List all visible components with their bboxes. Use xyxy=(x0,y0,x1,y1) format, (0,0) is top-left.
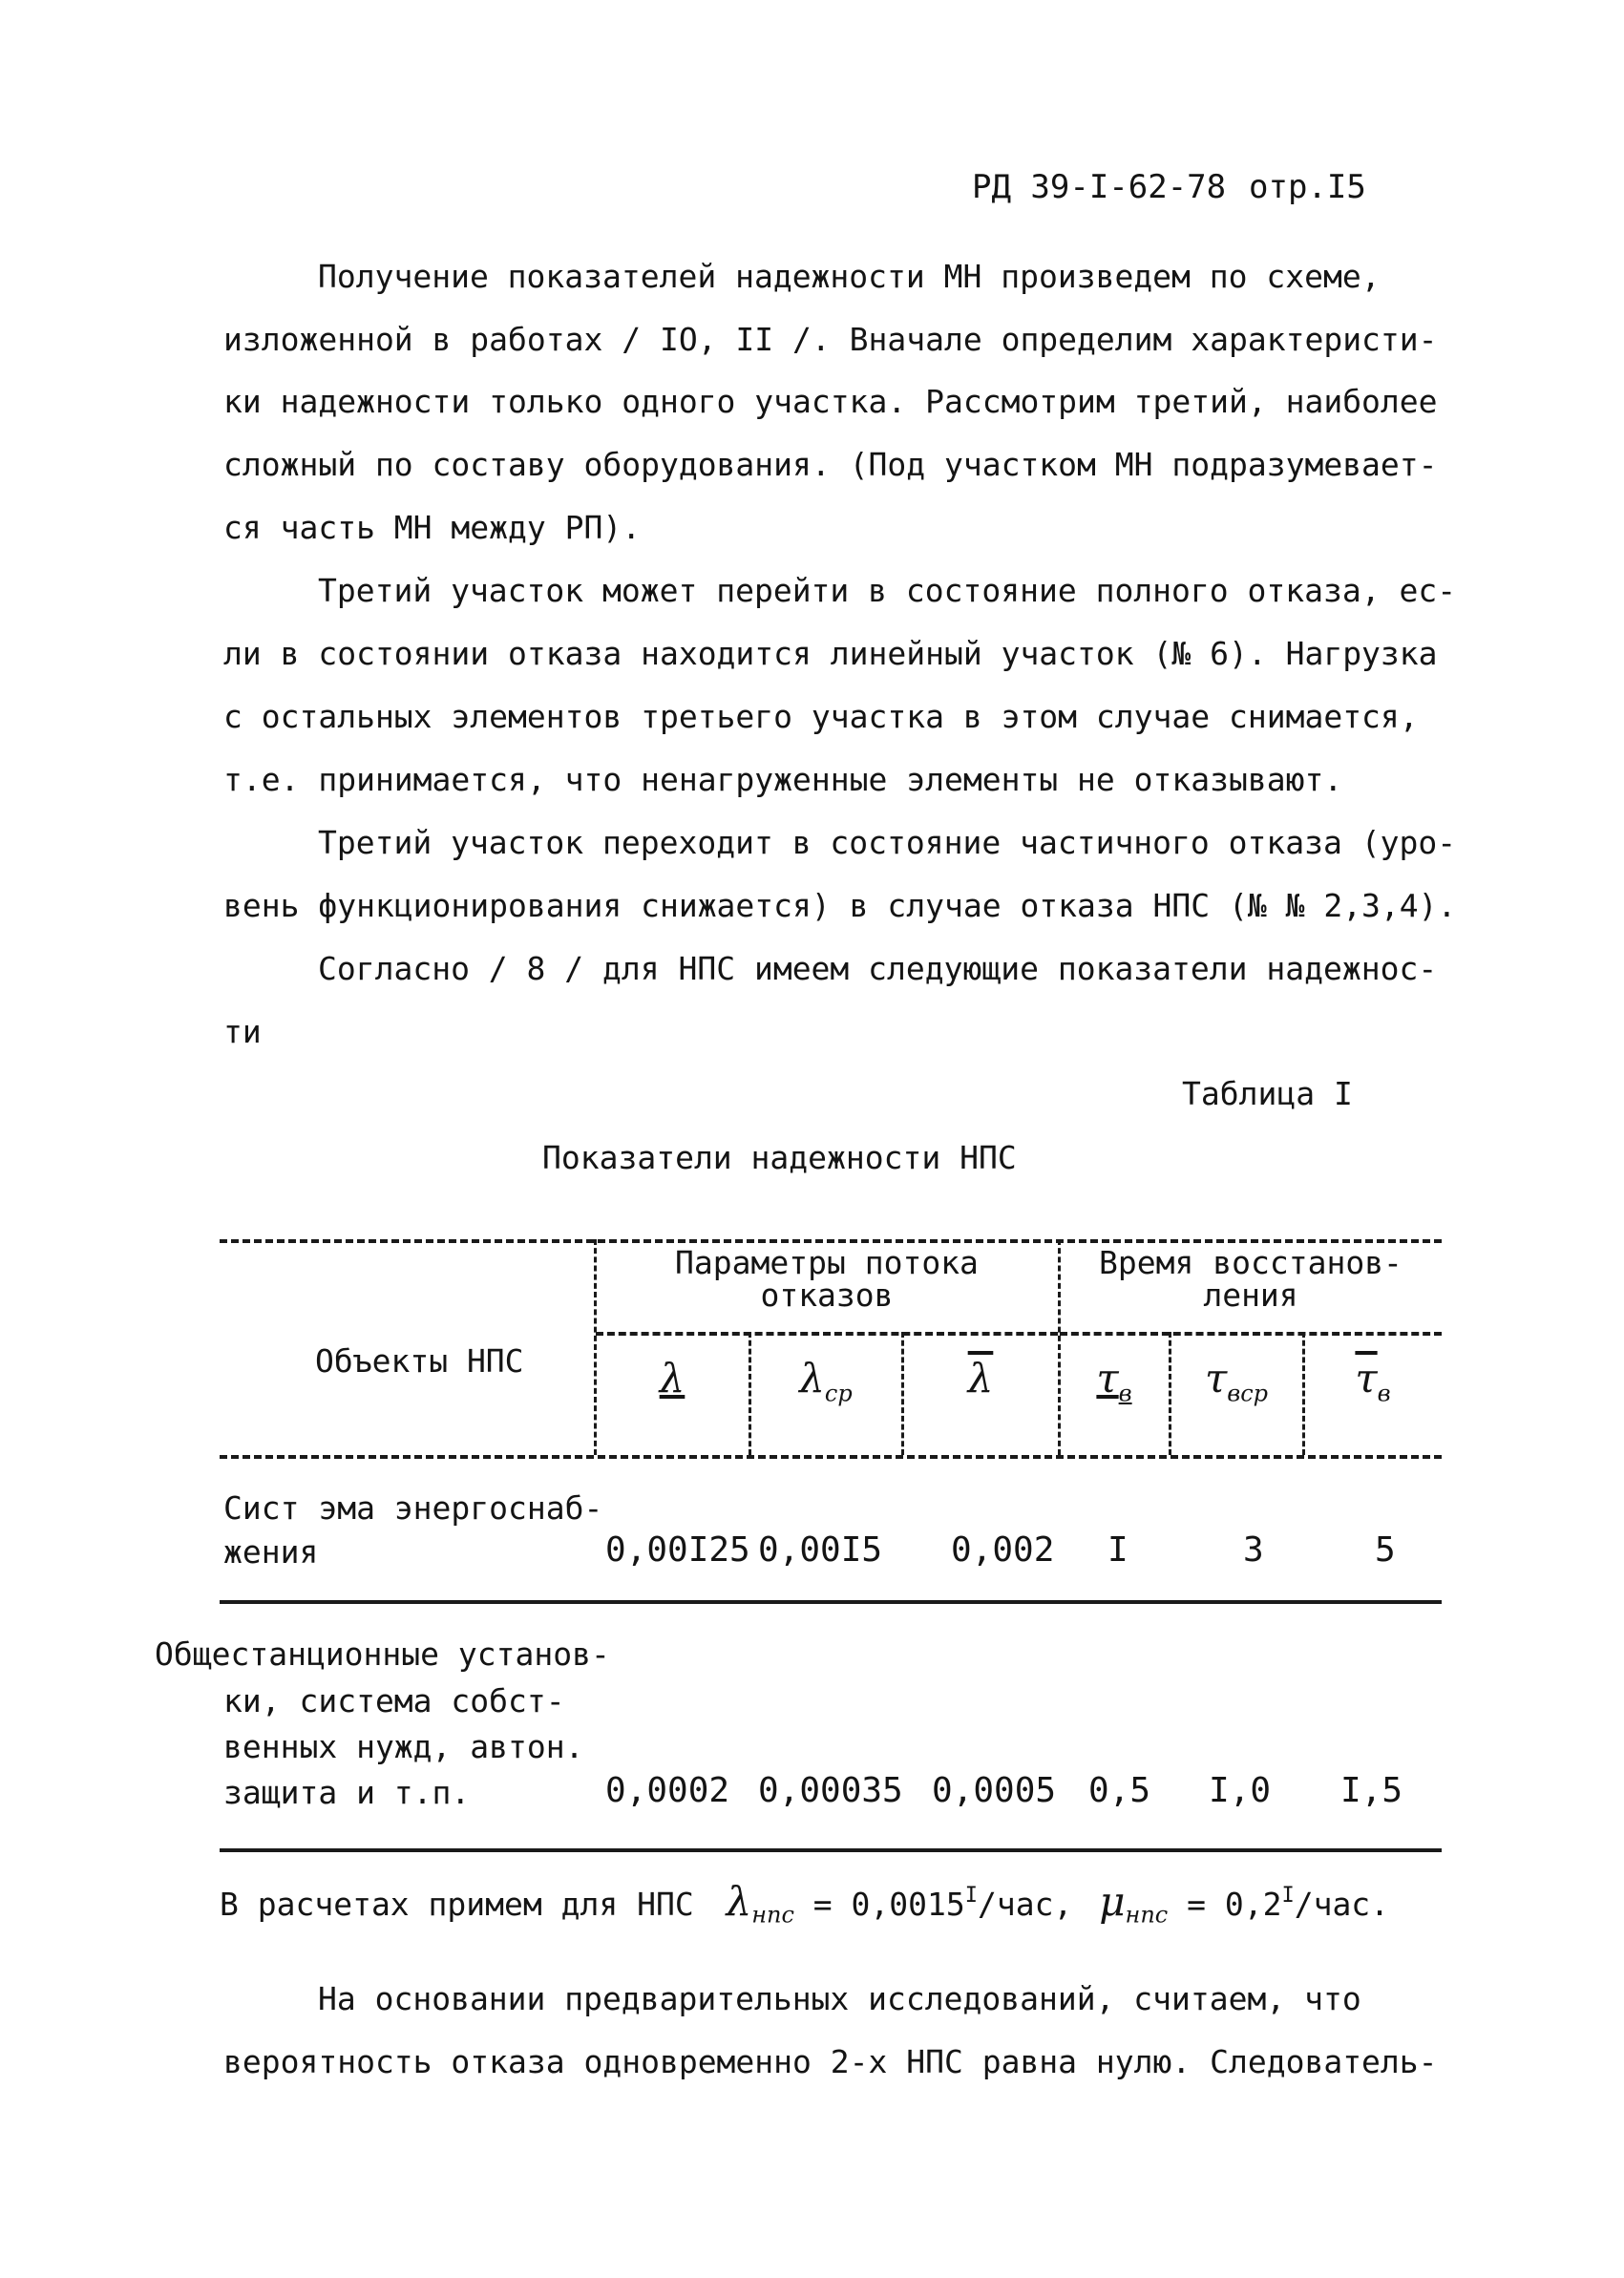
body-line: Третий участок может перейти в состояние полного отказа, ес- xyxy=(318,572,1457,609)
tau-symbol: τ xyxy=(1096,1355,1119,1402)
col-group-restore-time: ления xyxy=(1203,1276,1298,1314)
header-mid-rule-right xyxy=(1060,1332,1442,1336)
header-mid-rule-left xyxy=(596,1332,1058,1336)
body-line: вень функционирования снижается) в случае отказа НПС (№ № 2,3,4). xyxy=(223,887,1457,924)
formula-unit: /час, xyxy=(978,1886,1073,1923)
table-cell: 0,0005 xyxy=(932,1771,1057,1810)
lambda-subscript: нпс xyxy=(751,1901,794,1929)
doc-code: РД 39-I-62-78 xyxy=(972,168,1227,206)
formula-value: = 0,2 xyxy=(1187,1886,1282,1923)
col-lambda-avg xyxy=(750,1355,901,1412)
col-group-restore-time: Время восстанов- xyxy=(1099,1244,1403,1281)
table-caption: Таблица I xyxy=(1182,1075,1353,1112)
col-header-objects: Объекты НПС xyxy=(315,1342,524,1380)
table-cell: 0,00035 xyxy=(758,1771,903,1810)
body-line: с остальных элементов третьего участка в этом случае снимается, xyxy=(223,698,1419,735)
body-line: ки надежности только одного участка. Рассмотрим третий, наиболее xyxy=(223,383,1438,420)
header-bottom-rule xyxy=(220,1455,1442,1459)
formula-unit: /час. xyxy=(1294,1886,1390,1923)
table-cell: 0,00I25 xyxy=(605,1530,750,1570)
row-name: венных нужд, автон. xyxy=(223,1728,584,1765)
formula-prefix: В расчетах примем для НПС xyxy=(220,1886,694,1923)
tau-subscript: в xyxy=(1118,1380,1132,1407)
table-bottom-rule xyxy=(220,1848,1442,1852)
page-number: отр.I5 xyxy=(1249,168,1366,206)
lambda-subscript: ср xyxy=(824,1380,853,1407)
body-line: На основании предварительных исследований, считаем, что xyxy=(318,1980,1361,2017)
row-name: Общестанционные установ- xyxy=(155,1635,610,1673)
table-cell: 0,00I5 xyxy=(758,1530,883,1570)
body-line: ся часть МН между РП). xyxy=(223,509,642,546)
col-tau-max xyxy=(1304,1355,1442,1412)
tau-subscript: вср xyxy=(1227,1380,1269,1407)
body-line: ли в состоянии отказа находится линейный участок (№ 6). Нагрузка xyxy=(223,635,1438,672)
tau-subscript: в xyxy=(1377,1380,1391,1407)
table-top-rule xyxy=(220,1239,1442,1243)
lambda-symbol: $\overline{\lambda}$ xyxy=(967,1355,994,1402)
row-separator xyxy=(220,1600,1442,1604)
tau-symbol: $\overline{\tau}$ xyxy=(1355,1355,1378,1402)
lambda-symbol: λ xyxy=(799,1355,825,1402)
table-cell: I,5 xyxy=(1340,1771,1403,1810)
row-name: ки, система собст- xyxy=(223,1682,565,1719)
table-cell: 0,0002 xyxy=(605,1771,730,1810)
table-title: Показатели надежности НПС xyxy=(542,1139,1017,1176)
col-tau-min xyxy=(1060,1355,1169,1412)
body-line: Третий участок переходит в состояние частичного отказа (уро- xyxy=(318,824,1457,861)
mu-subscript: нпс xyxy=(1125,1901,1169,1929)
formula-superscript: I xyxy=(964,1884,978,1908)
formula-superscript: I xyxy=(1281,1884,1295,1908)
table-cell: 0,002 xyxy=(951,1530,1055,1570)
body-line: т.е. принимается, что ненагруженные элементы не отказывают. xyxy=(223,761,1343,798)
body-line: ти xyxy=(223,1013,262,1050)
table-cell: 0,5 xyxy=(1088,1771,1151,1810)
body-line: Согласно / 8 / для НПС имеем следующие показатели надежнос- xyxy=(318,950,1438,987)
body-line: изложенной в работах / IO, II /. Вначале определим характеристи- xyxy=(223,321,1438,358)
formula-value: = 0,0015 xyxy=(812,1886,965,1923)
col-lambda-min xyxy=(596,1355,749,1402)
table-cell: I,0 xyxy=(1209,1771,1272,1810)
body-line: вероятность отказа одновременно 2-х НПС равна нулю. Следователь- xyxy=(223,2043,1438,2080)
table-cell: I xyxy=(1107,1530,1128,1570)
table-cell: 5 xyxy=(1375,1530,1396,1570)
col-lambda-max xyxy=(903,1355,1058,1402)
tau-symbol: τ xyxy=(1204,1355,1228,1402)
row-name: жения xyxy=(223,1533,319,1571)
body-line: Получение показателей надежности МН произведем по схеме, xyxy=(318,258,1381,295)
body-line: сложный по составу оборудования. (Под участком МН подразумевает- xyxy=(223,446,1438,483)
lambda-symbol: λ xyxy=(726,1878,752,1925)
col-tau-avg xyxy=(1171,1355,1302,1412)
col-group-failure-rate: отказов xyxy=(760,1276,894,1314)
mu-symbol: μ xyxy=(1099,1878,1126,1925)
col-group-failure-rate: Параметры потока xyxy=(675,1244,979,1281)
row-name: Сист эма энергоснаб- xyxy=(223,1489,603,1527)
lambda-symbol: λ xyxy=(659,1355,685,1402)
table-cell: 3 xyxy=(1243,1530,1264,1570)
formula-line xyxy=(220,1878,1390,1934)
row-name: защита и т.п. xyxy=(223,1774,471,1811)
